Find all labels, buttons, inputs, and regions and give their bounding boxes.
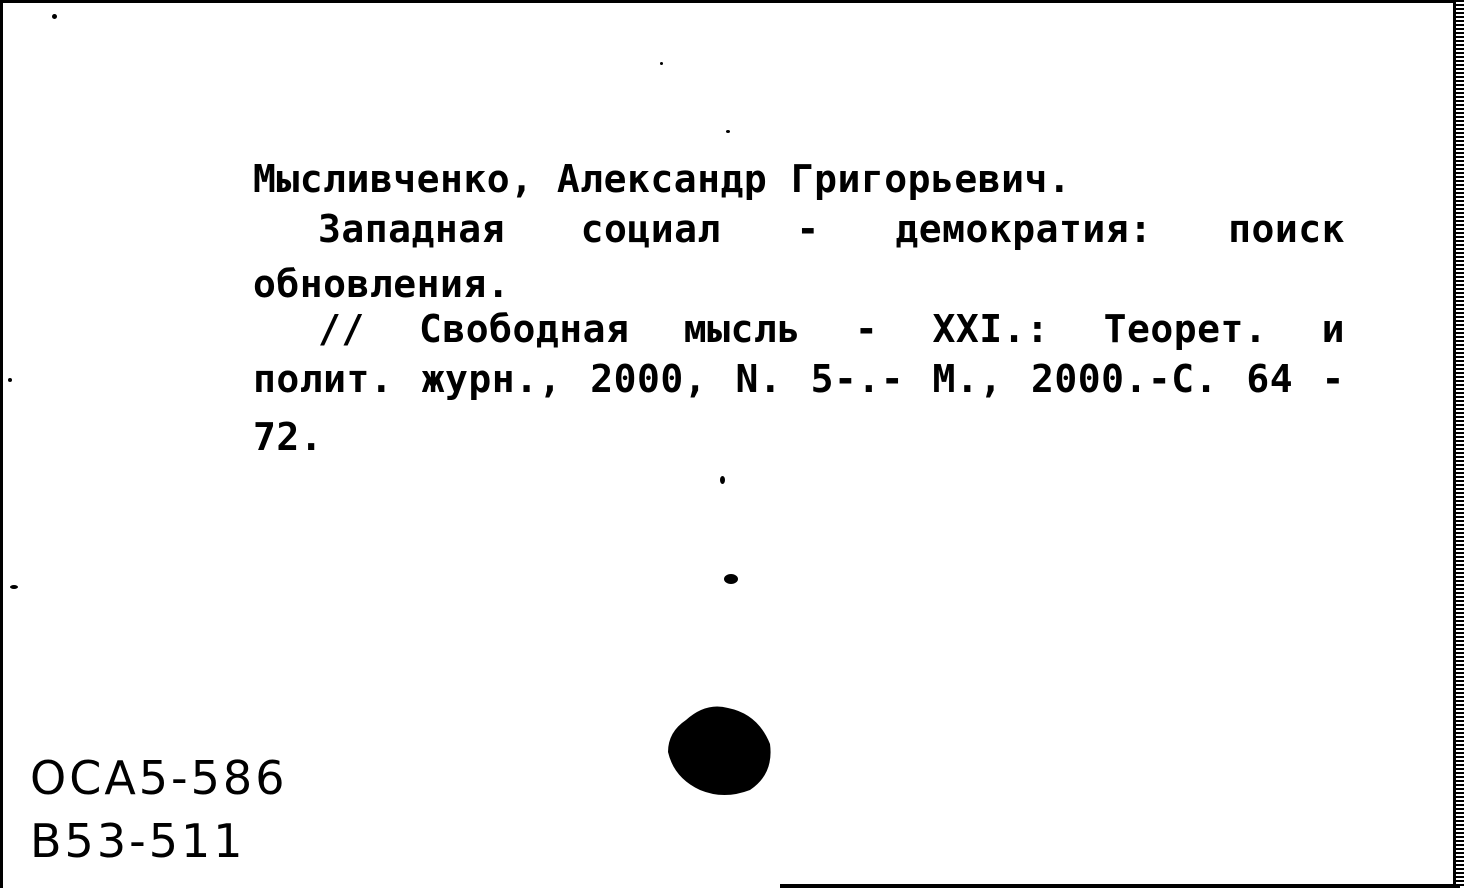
source-detail: М., [932, 357, 1003, 401]
source-detail: 2000, [590, 357, 708, 401]
card-top-edge [0, 0, 1460, 3]
author-line: Мысливченко, Александр Григорьевич. [253, 157, 1072, 201]
scan-speck [8, 378, 12, 382]
title-continuation: обновления. [253, 262, 511, 306]
source-word: // [318, 307, 365, 351]
card-bottom-edge [780, 884, 1460, 888]
source-word: XXI.: [932, 307, 1050, 351]
source-word: - [854, 307, 879, 351]
scan-speck [724, 574, 738, 584]
title-word: демократия: [895, 207, 1153, 251]
source-detail: - [1321, 357, 1345, 401]
scan-edge-strip [1456, 0, 1464, 888]
source-details-line [253, 357, 1345, 401]
scan-speck [660, 62, 663, 65]
card-left-edge [0, 0, 3, 888]
source-word: Теорет. [1103, 307, 1268, 351]
source-detail: полит. [253, 357, 394, 401]
source-word: мысль [683, 307, 801, 351]
title-word: Западная [318, 207, 506, 251]
scan-speck [720, 476, 725, 484]
punch-hole [666, 700, 774, 800]
title-word: поиск [1228, 207, 1345, 251]
source-detail: 2000.-С. [1031, 357, 1219, 401]
title-line [253, 207, 1345, 251]
title-word: социал [580, 207, 721, 251]
source-detail: 64 [1246, 357, 1294, 401]
scan-speck [726, 130, 730, 133]
source-word: и [1321, 307, 1345, 351]
source-detail: N. [735, 357, 783, 401]
scan-speck [10, 585, 18, 589]
scan-speck [52, 14, 57, 19]
source-detail: 5-.- [810, 357, 905, 401]
source-word: Свободная [419, 307, 630, 351]
pages-end: 72. [253, 415, 324, 459]
source-detail: журн., [421, 357, 562, 401]
handwritten-inventory-code: В53-511 [30, 814, 246, 868]
handwritten-shelf-code: ОСА5-586 [30, 751, 288, 805]
source-line [253, 307, 1345, 351]
title-word: - [796, 207, 820, 251]
